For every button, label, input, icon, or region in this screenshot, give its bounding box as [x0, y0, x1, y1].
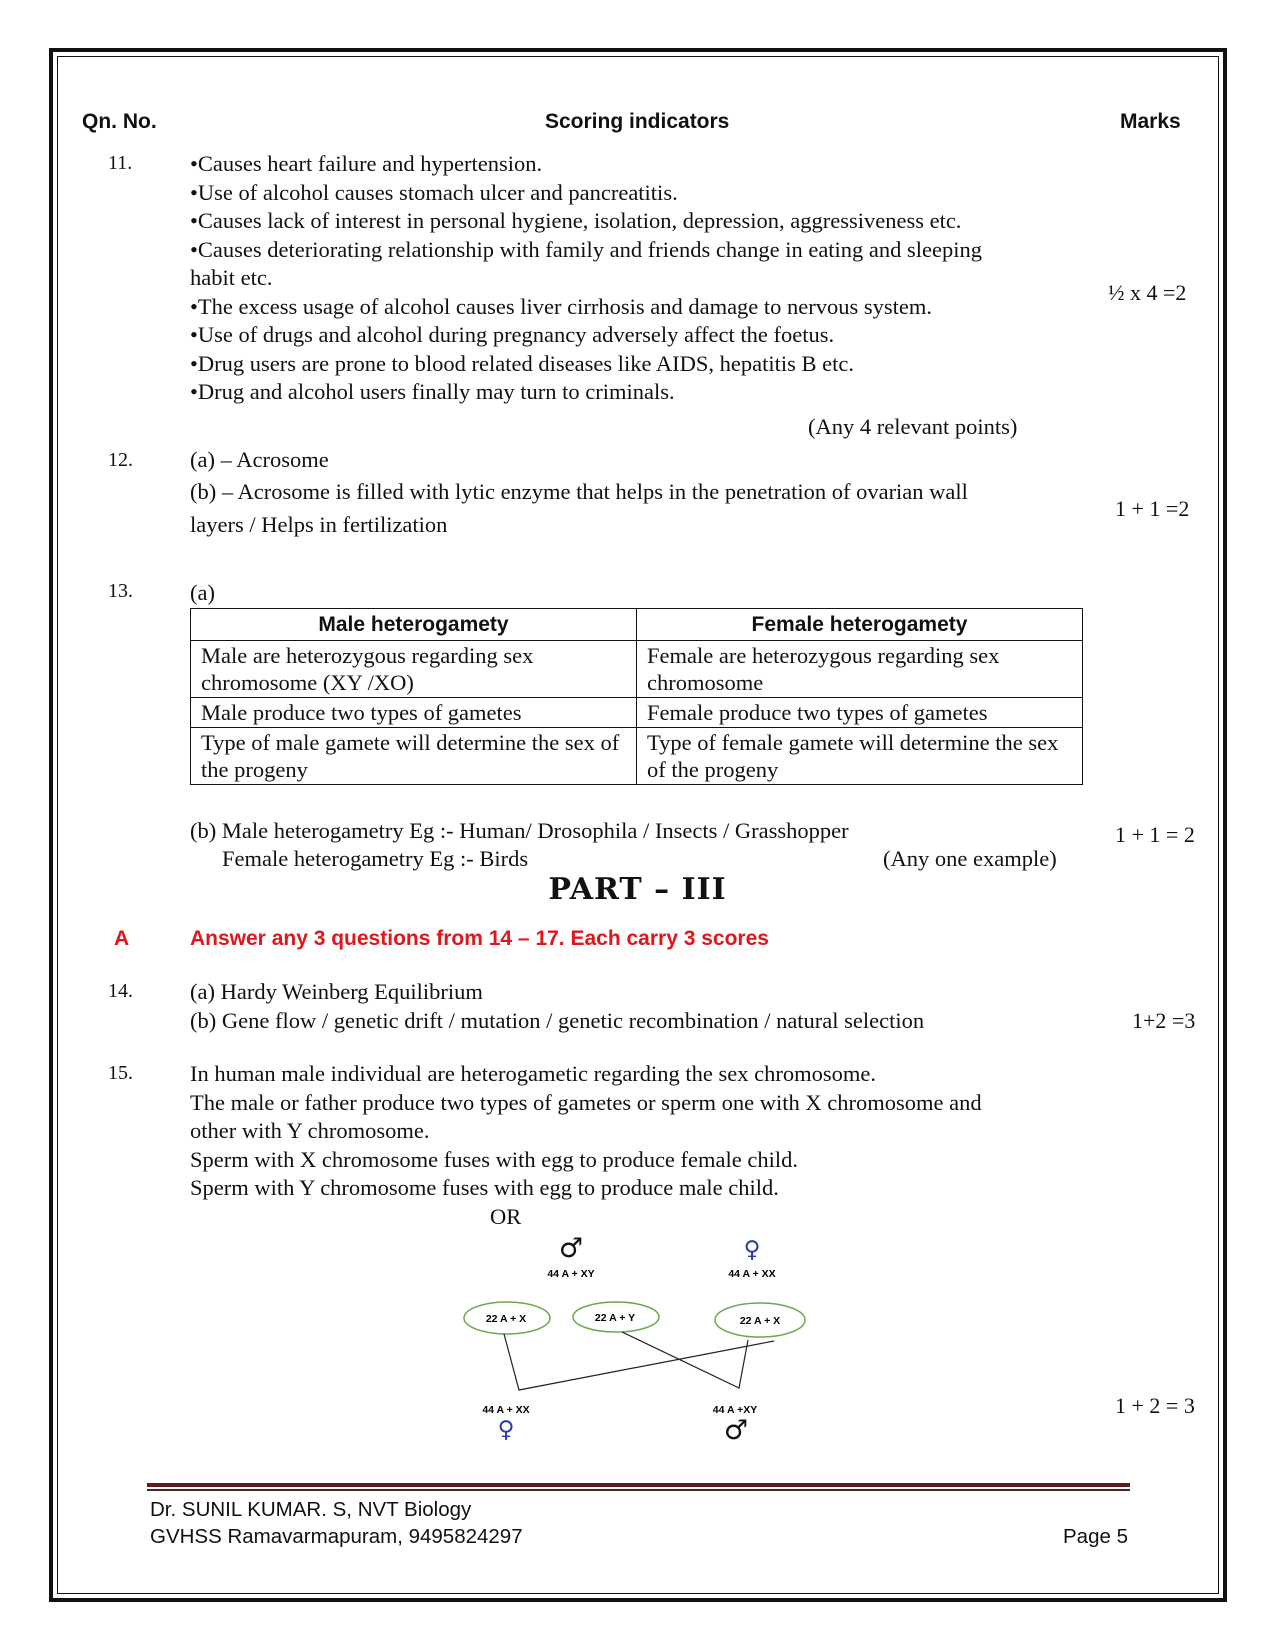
female-symbol-icon: ♀: [497, 1417, 515, 1443]
male-symbol-icon: ♂: [723, 1415, 749, 1445]
q15-number: 15.: [108, 1062, 133, 1084]
q13-number: 13.: [108, 580, 133, 602]
header-scoring-indicators: Scoring indicators: [545, 110, 730, 133]
footer-rule: [147, 1483, 1130, 1487]
q12-marks: 1 + 1 =2: [1115, 496, 1190, 521]
part-title: PART – III: [548, 872, 727, 907]
q15-line: Sperm with X chromosome fuses with egg to produce female child.: [190, 1146, 798, 1172]
q11-line: •Causes lack of interest in personal hygiene, isolation, depression, aggressiveness etc.: [190, 208, 962, 233]
q13-marks: 1 + 1 = 2: [1115, 822, 1195, 847]
q11-answer: [190, 150, 982, 407]
page-number: Page 5: [1063, 1525, 1128, 1548]
q11-line: •Causes heart failure and hypertension.: [190, 151, 543, 176]
egg-x-label: 22 A + X: [739, 1315, 781, 1327]
q11-marks: ½ x 4 =2: [1108, 280, 1187, 305]
q15-line: other with Y chromosome.: [190, 1118, 430, 1143]
q11-line: habit etc.: [190, 265, 273, 290]
gamete-y-label: 22 A + Y: [594, 1312, 636, 1324]
q12-number: 12.: [108, 449, 133, 471]
q11-line: •Drug users are prone to blood related diseases like AIDS, hepatitis B etc.: [190, 350, 854, 376]
q15-marks: 1 + 2 = 3: [1115, 1393, 1195, 1418]
table-cell: Male produce two types of gametes: [191, 698, 637, 728]
q14-a: (a) Hardy Weinberg Equilibrium: [190, 979, 483, 1004]
header-marks: Marks: [1120, 110, 1181, 133]
mother-genotype: 44 A + XX: [728, 1268, 776, 1280]
daughter-genotype: 44 A + XX: [482, 1404, 530, 1416]
q15-or: OR: [490, 1204, 522, 1229]
q11-line: •Use of drugs and alcohol during pregnancy adversely affect the foetus.: [190, 322, 835, 347]
q15-line: The male or father produce two types of gametes or sperm one with X chromosome and: [190, 1089, 982, 1115]
q15-answer: [190, 1060, 982, 1203]
table-cell: Female produce two types of gametes: [637, 698, 1083, 728]
q11-line: •Drug and alcohol users finally may turn to criminals.: [190, 379, 675, 404]
table-row: [191, 641, 1083, 698]
table-row: [191, 728, 1083, 785]
gamete-x-label: 22 A + X: [485, 1313, 527, 1325]
table-row: [191, 698, 1083, 728]
table-header: Male heterogamety: [191, 609, 637, 641]
q11-line: •Causes deteriorating relationship with family and friends change in eating and sleeping: [190, 236, 983, 262]
male-symbol-icon: ♂: [558, 1233, 584, 1264]
table-header: Female heterogamety: [637, 609, 1083, 641]
cross-line-son: [622, 1332, 748, 1388]
q11-number: 11.: [108, 152, 133, 174]
cross-line-daughter: [504, 1334, 774, 1390]
footer-school: GVHSS Ramavarmapuram, 9495824297: [150, 1525, 523, 1548]
footer-author: Dr. SUNIL KUMAR. S, NVT Biology: [150, 1498, 472, 1521]
q11-line: •Use of alcohol causes stomach ulcer and pancreatitis.: [190, 179, 678, 205]
q13-b-line1: (b) Male heterogametry Eg :- Human/ Drosophila / Insects / Grasshopper: [190, 818, 849, 843]
table-cell: Male are heterozygous regarding sex chromosome (XY /XO): [191, 641, 637, 698]
q15-line: Sperm with Y chromosome fuses with egg to produce male child.: [190, 1175, 779, 1200]
q13-a-label: (a): [190, 580, 215, 605]
q15-line: In human male individual are heterogametic regarding the sex chromosome.: [190, 1061, 877, 1086]
header-qn-no: Qn. No.: [82, 110, 157, 133]
q14-number: 14.: [108, 980, 133, 1002]
heterogamety-table: [190, 608, 1083, 785]
sex-determination-diagram: [440, 1230, 840, 1445]
father-genotype: 44 A + XY: [547, 1268, 595, 1280]
q11-line: •The excess usage of alcohol causes liver cirrhosis and damage to nervous system.: [190, 293, 933, 319]
footer-rule-thin: [147, 1489, 1130, 1491]
table-cell: Female are heterozygous regarding sex chromosome: [637, 641, 1083, 698]
q12-b-line1: (b) – Acrosome is filled with lytic enzyme that helps in the penetration of ovarian wall: [190, 479, 968, 504]
q12-a: (a) – Acrosome: [190, 447, 329, 472]
section-instruction: Answer any 3 questions from 14 – 17. Each carry 3 scores: [190, 927, 769, 950]
q12-b-line2: layers / Helps in fertilization: [190, 512, 448, 537]
q13-b-note: (Any one example): [883, 846, 1057, 871]
q11-note: (Any 4 relevant points): [808, 414, 1018, 439]
table-header-row: [191, 609, 1083, 641]
table-cell: Type of female gamete will determine the sex of the progeny: [637, 728, 1083, 785]
q13-b-line2: Female heterogametry Eg :- Birds: [222, 846, 529, 871]
son-genotype: 44 A +XY: [712, 1404, 758, 1416]
table-cell: Type of male gamete will determine the sex of the progeny: [191, 728, 637, 785]
section-letter: A: [114, 927, 130, 950]
female-symbol-icon: ♀: [743, 1237, 761, 1263]
q14-b: (b) Gene flow / genetic drift / mutation / genetic recombination / natural selection: [190, 1008, 925, 1033]
q14-marks: 1+2 =3: [1132, 1008, 1196, 1033]
